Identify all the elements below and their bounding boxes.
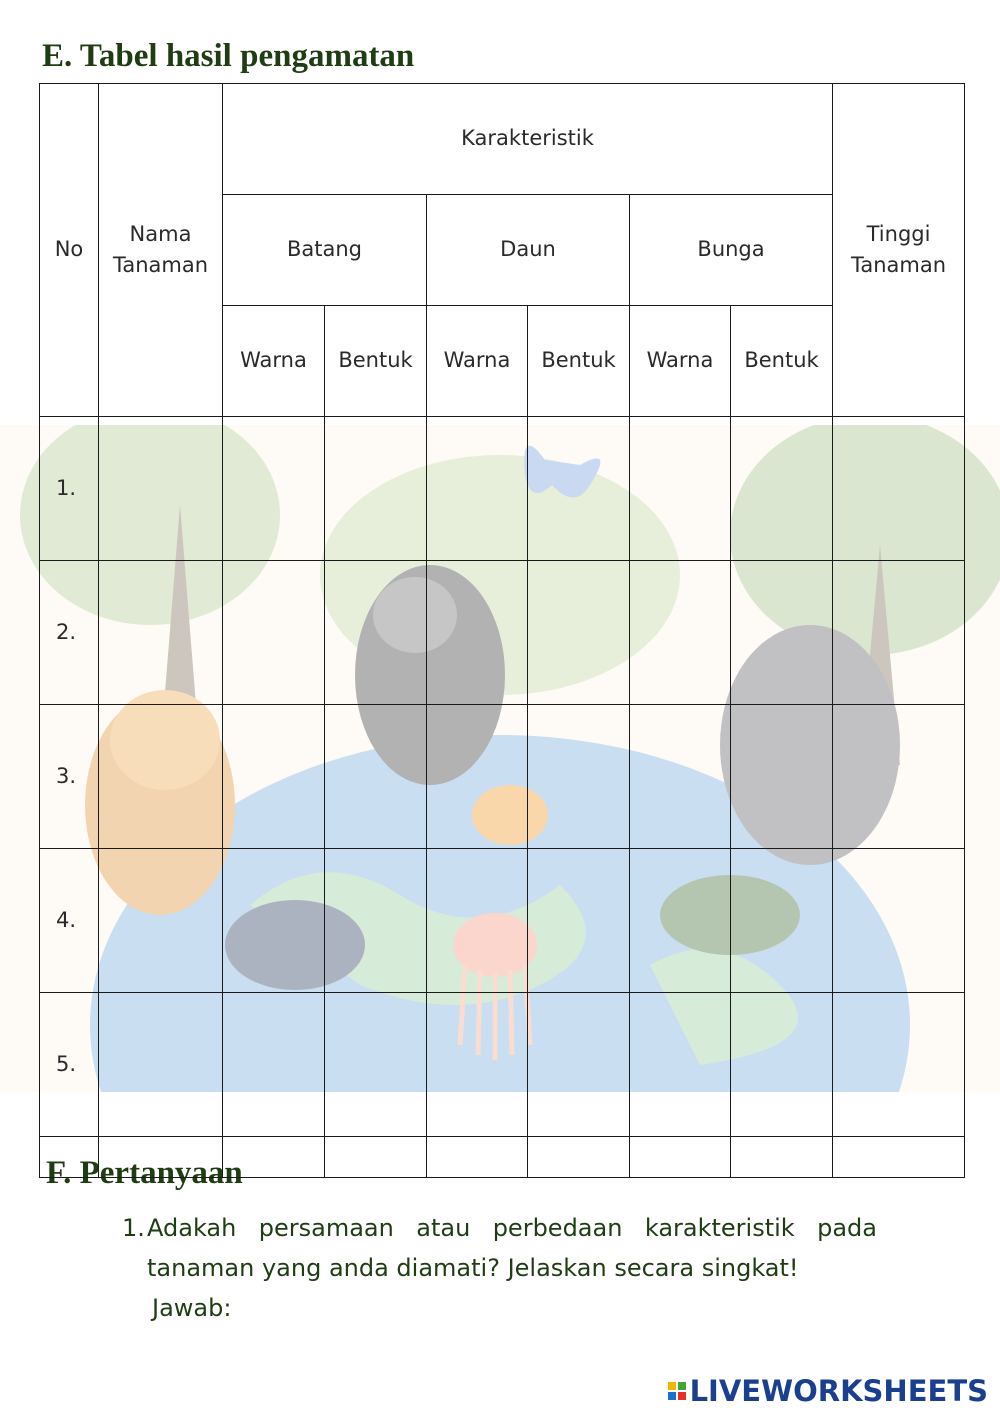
cell-tinggi-tanaman[interactable] <box>833 417 965 561</box>
cell-daun-bentuk[interactable] <box>528 417 630 561</box>
cell-nama-tanaman[interactable] <box>99 417 223 561</box>
cell-nama-tanaman[interactable] <box>99 849 223 993</box>
cell-batang-warna[interactable] <box>223 417 325 561</box>
row-number: 5. <box>40 993 99 1137</box>
cell-batang-bentuk[interactable] <box>325 849 427 993</box>
header-daun-bentuk: Bentuk <box>528 306 630 417</box>
cell-bunga-warna[interactable] <box>630 705 731 849</box>
cell-nama-tanaman[interactable] <box>99 561 223 705</box>
table-row <box>40 417 965 561</box>
cell-daun-warna[interactable] <box>427 705 528 849</box>
table-row <box>40 561 965 705</box>
cell-empty <box>325 1137 427 1178</box>
cell-daun-warna[interactable] <box>427 993 528 1137</box>
cell-empty <box>99 1137 223 1178</box>
cell-daun-bentuk[interactable] <box>528 849 630 993</box>
row-number: 1. <box>40 417 99 561</box>
header-batang: Batang <box>223 195 427 306</box>
cell-tinggi-tanaman[interactable] <box>833 993 965 1137</box>
cell-batang-bentuk[interactable] <box>325 561 427 705</box>
cell-batang-warna[interactable] <box>223 705 325 849</box>
header-daun: Daun <box>427 195 630 306</box>
cell-batang-bentuk[interactable] <box>325 705 427 849</box>
table-row <box>40 849 965 993</box>
header-batang-bentuk: Bentuk <box>325 306 427 417</box>
cell-bunga-bentuk[interactable] <box>731 417 833 561</box>
cell-bunga-warna[interactable] <box>630 417 731 561</box>
cell-bunga-warna[interactable] <box>630 993 731 1137</box>
liveworksheets-logo <box>668 1374 988 1408</box>
section-f-title: F. Pertanyaan <box>46 1155 243 1191</box>
cell-empty <box>833 1137 965 1178</box>
cell-batang-bentuk[interactable] <box>325 417 427 561</box>
cell-bunga-bentuk[interactable] <box>731 849 833 993</box>
cell-batang-bentuk[interactable] <box>325 993 427 1137</box>
section-e-title: E. Tabel hasil pengamatan <box>42 38 415 74</box>
cell-daun-warna[interactable] <box>427 417 528 561</box>
cell-tinggi-tanaman[interactable] <box>833 849 965 993</box>
row-number: 3. <box>40 705 99 849</box>
header-bunga-warna: Warna <box>630 306 731 417</box>
cell-batang-warna[interactable] <box>223 993 325 1137</box>
cell-tinggi-tanaman[interactable] <box>833 561 965 705</box>
cell-daun-warna[interactable] <box>427 849 528 993</box>
row-number: 2. <box>40 561 99 705</box>
header-no: No <box>40 84 99 417</box>
cell-daun-bentuk[interactable] <box>528 705 630 849</box>
cell-bunga-bentuk[interactable] <box>731 705 833 849</box>
cell-bunga-warna[interactable] <box>630 561 731 705</box>
header-bunga-bentuk: Bentuk <box>731 306 833 417</box>
cell-empty <box>223 1137 325 1178</box>
cell-daun-warna[interactable] <box>427 561 528 705</box>
cell-batang-warna[interactable] <box>223 561 325 705</box>
cell-bunga-bentuk[interactable] <box>731 993 833 1137</box>
cell-empty <box>40 1137 99 1178</box>
cell-empty <box>528 1137 630 1178</box>
header-bunga: Bunga <box>630 195 833 306</box>
cell-nama-tanaman[interactable] <box>99 705 223 849</box>
cell-empty <box>731 1137 833 1178</box>
cell-empty <box>630 1137 731 1178</box>
row-number: 4. <box>40 849 99 993</box>
header-nama-tanaman: Nama Tanaman <box>99 84 223 417</box>
header-karakteristik: Karakteristik <box>223 84 833 195</box>
header-daun-warna: Warna <box>427 306 528 417</box>
cell-nama-tanaman[interactable] <box>99 993 223 1137</box>
observation-table <box>39 83 965 1178</box>
question-number: 1. <box>122 1214 145 1242</box>
cell-daun-bentuk[interactable] <box>528 993 630 1137</box>
header-tinggi-tanaman: Tinggi Tanaman <box>833 84 965 417</box>
table-row <box>40 993 965 1137</box>
cell-tinggi-tanaman[interactable] <box>833 705 965 849</box>
question-text: Adakah persamaan atau perbedaan karakteristik pada tanaman yang anda diamati? Jelaskan secara singkat! <box>147 1214 877 1282</box>
cell-empty <box>427 1137 528 1178</box>
logo-text: LIVEWORKSHEETS <box>689 1374 988 1408</box>
liveworksheets-logo-icon <box>668 1382 686 1400</box>
cell-batang-warna[interactable] <box>223 849 325 993</box>
question-item <box>122 1208 877 1328</box>
answer-label: Jawab: <box>152 1294 232 1322</box>
header-batang-warna: Warna <box>223 306 325 417</box>
cell-bunga-bentuk[interactable] <box>731 561 833 705</box>
table-row <box>40 1137 965 1178</box>
table-row <box>40 705 965 849</box>
cell-bunga-warna[interactable] <box>630 849 731 993</box>
cell-daun-bentuk[interactable] <box>528 561 630 705</box>
